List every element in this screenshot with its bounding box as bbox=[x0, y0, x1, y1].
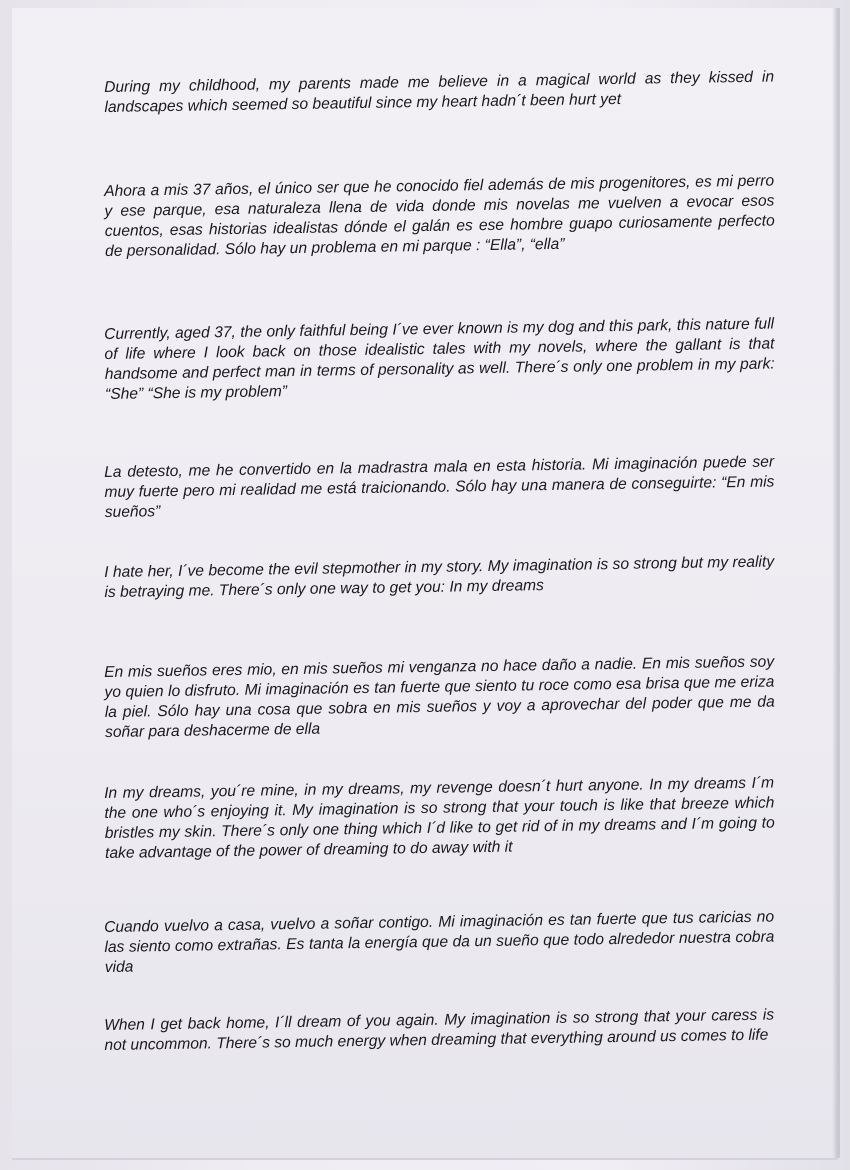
paragraph-la-detesto-es: La detesto, me he convertido en la madrastra mala en esta historia. Mi imaginación puede ser muy fuerte pero mi realidad me está traicionando. Sólo hay una manera de conseguirte: “En mis sueños” bbox=[104, 453, 775, 521]
paragraph-cuando-vuelvo-es: Cuando vuelvo a casa, vuelvo a soñar contigo. Mi imaginación es tan fuerte que tus caricias no las siento como extrañas. Es tanta la energía que da un sueño que todo alrededor nuestra cobra vida bbox=[104, 908, 775, 976]
paragraph-en-mis-suenos-es: En mis sueños eres mio, en mis sueños mi venganza no hace daño a nadie. En mis sueños soy yo quien lo disfruto. Mi imaginación es tan fuerte que siento tu roce como esa brisa que me eriza la piel. Sólo hay una cosa que sobra en mis sueños y voy a aprovechar del poder que me da soñar para deshacerme de ella bbox=[104, 653, 775, 741]
paragraph-childhood-en: During my childhood, my parents made me believe in a magical world as they kissed in landscapes which seemed so beautiful since my heart hadn´t been hurt yet bbox=[104, 68, 775, 116]
paragraph-i-hate-her-en: I hate her, I´ve become the evil stepmother in my story. My imagination is so strong but my reality is betraying me. There´s only one way to get you: In my dreams bbox=[104, 553, 775, 601]
document-page bbox=[12, 8, 838, 1158]
paragraph-currently-en: Currently, aged 37, the only faithful being I´ve ever known is my dog and this park, this nature full of life where I look back on those idealistic tales with my novels, where the gallant is that handsome and perfect man in terms of personality as well. There´s only one problem in my park: “She” “She is my problem” bbox=[104, 315, 775, 403]
paragraph-in-my-dreams-en: In my dreams, you´re mine, in my dreams, my revenge doesn´t hurt anyone. In my dreams I´m the one who´s enjoying it. My imagination is so strong that your touch is like that breeze which bristles my skin. There´s only one thing which I´d like to get rid of in my dreams and I´m going to take advantage of the power of dreaming to do away with it bbox=[104, 774, 775, 862]
paragraph-when-i-get-back-en: When I get back home, I´ll dream of you again. My imagination is so strong that your caress is not uncommon. There´s so much energy when dreaming that everything around us comes to life bbox=[104, 1006, 775, 1054]
paragraph-ahora-es: Ahora a mis 37 años, el único ser que he conocido fiel además de mis progenitores, es mi perro y ese parque, esa naturaleza llena de vida donde mis novelas me vuelven a evocar esos cuentos, esas historias idealistas dónde el galán es ese hombre guapo curiosamente perfecto de personalidad. Sólo hay un problema en mi parque : “Ella”, “ella” bbox=[104, 172, 775, 260]
